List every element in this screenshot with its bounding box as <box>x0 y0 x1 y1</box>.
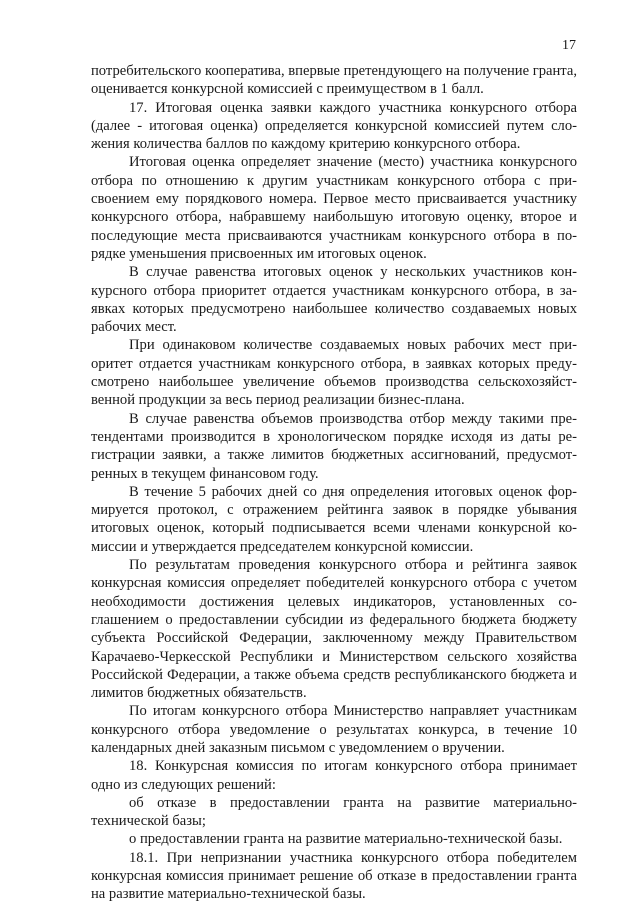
paragraph-equal-jobs-priority: При одинаковом количестве создаваемых новых рабочих мест приоритет отдается участникам конкурсного отбора, в заявках которых предусмотрено наибольшее увеличение объемов производства сельскохозяйственной продукции за весь период реализации бизнес-плана. <box>91 337 577 409</box>
paragraph-equal-scores-priority: В случае равенства итоговых оценок у нескольких участников конкурсного отбора приоритет отдается участникам конкурсного отбора, в заявках которых предусмотрено наибольшее количество создаваемых новых рабочих мест. <box>91 264 577 336</box>
paragraph-final-score-ranking: Итоговая оценка определяет значение (место) участника конкурсного отбора по отношению к другим участникам конкурсного отбора с присвоением ему порядкового номера. Первое место присваивается участнику конкурсного отбора, набравшему наибольшую итоговую оценку, второе и последующие места присваиваются участникам конкурсного отбора в порядке уменьшения присвоенных им итоговых оценок. <box>91 154 577 262</box>
paragraph-continuation: потребительского кооператива, впервые претендующего на получение гранта, оценивается конкурсной комиссией с преимуществом в 1 балл. <box>91 63 577 98</box>
paragraph-decision-refusal: об отказе в предоставлении гранта на развитие материально-технической базы; <box>91 794 577 830</box>
paragraph-item-18: 18. Конкурсная комиссия по итогам конкурсного отбора принимает одно из следующих решений: <box>91 758 577 793</box>
paragraph-item-18-1: 18.1. При непризнании участника конкурсного отбора победителем конкурсная комиссия принимает решение об отказе в предоставлении гранта на развитие материально-технической базы. <box>91 849 577 903</box>
paragraph-item-17: 17. Итоговая оценка заявки каждого участника конкурсного отбора (далее - итоговая оценка) определяется конкурсной комиссией путем сложения количества баллов по каждому критерию конкурсного отбора. <box>91 99 577 153</box>
paragraph-decision-grant: о предоставлении гранта на развитие материально-технической базы. <box>129 831 563 848</box>
paragraph-protocol: В течение 5 рабочих дней со дня определения итоговых оценок формируется протокол, с отражением рейтинга заявок в порядке убывания итоговых оценок, который подписывается всеми членами конкурсной комиссии и утверждается председателем конкурсной комиссии. <box>91 483 577 555</box>
paragraph-winners-determination: По результатам проведения конкурсного отбора и рейтинга заявок конкурсная комиссия определяет победителей конкурсного отбора с учетом необходимости достижения целевых индикаторов, установленных соглашением о предоставлении субсидии из федерального бюджета бюджету субъекта Российской Федерации, заключенному между Правительством Карачаево-Черкесской Республики и Министерством сельского хозяйства Российской Федерации, а также объема средств республиканского бюджета и лимитов бюджетных обязательств. <box>91 557 577 702</box>
document-body <box>91 62 577 904</box>
paragraph-notification: По итогам конкурсного отбора Министерство направляет участникам конкурсного отбора уведомление о результатах конкурса, в течение 10 календарных дней заказным письмом с уведомлением о вручении. <box>91 703 577 756</box>
page-number: 17 <box>562 38 576 53</box>
paragraph-equal-volume-order: В случае равенства объемов производства отбор между такими претендентами производится в хронологическом порядке исходя из даты регистрации заявки, а также лимитов бюджетных ассигнований, предусмотренных в текущем финансовом году. <box>91 410 577 482</box>
